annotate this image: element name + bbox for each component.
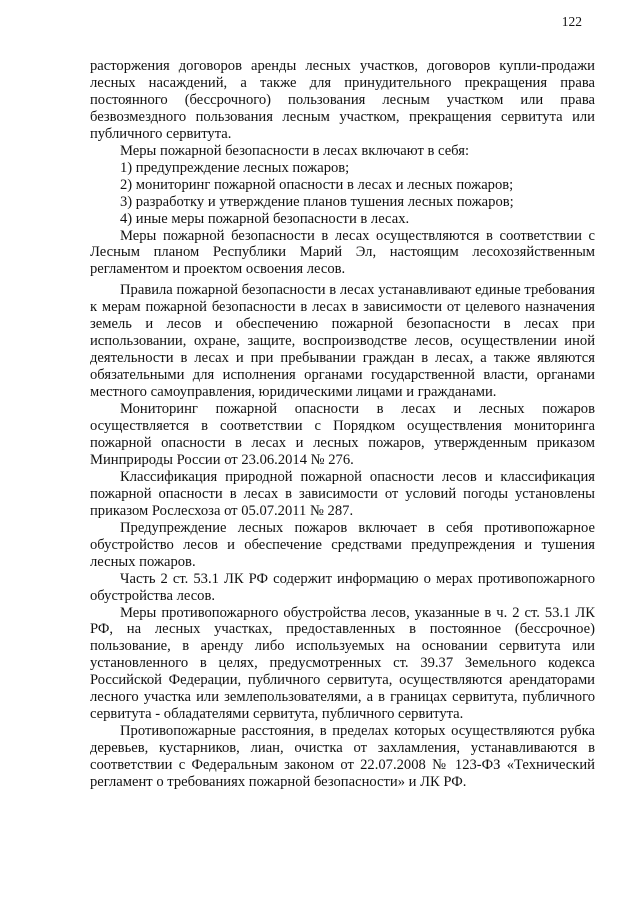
paragraph-monitoring: Мониторинг пожарной опасности в лесах и лесных пожаров осуществляется в соответствии с Порядком осуществления мониторинга пожарной опасности в лесах и лесных пожаров, утвержденным приказом Минприроды России от 23.06.2014 № 276. <box>90 401 595 468</box>
paragraph-prevention: Предупреждение лесных пожаров включает в себя противопожарное обустройство лесов и обеспечение средствами предупреждения и тушения лесных пожаров. <box>90 519 595 570</box>
paragraph-fire-distances: Противопожарные расстояния, в пределах которых осуществляются рубка деревьев, кустарников, лиан, очистка от захламления, устанавливаются в соответствии с Федеральным законом от 22.07.2008 № 123-ФЗ «Технический регламент о требованиях пожарной безопасности» и ЛК РФ. <box>90 723 595 791</box>
list-item-2: 2) мониторинг пожарной опасности в лесах и лесных пожаров; <box>120 176 514 193</box>
list-item-3: 3) разработку и утверждение планов тушения лесных пожаров; <box>120 193 514 210</box>
document-body <box>90 58 595 791</box>
list-item-4: 4) иные меры пожарной безопасности в лесах. <box>120 210 410 227</box>
page-number: 122 <box>561 14 582 29</box>
paragraph-measures-intro: Меры пожарной безопасности в лесах включают в себя: <box>120 142 469 159</box>
paragraph-fire-rules: Правила пожарной безопасности в лесах устанавливают единые требования к мерам пожарной безопасности в лесах в зависимости от целевого назначения земель и лесов и обеспечению пожарной безопасности в лесах при использовании, охране, защите, воспроизводстве лесов, осуществлении иной деятельности в лесах и при пребывании граждан в лесах, а также являются обязательными для исполнения органами государственной власти, органами местного самоуправления, юридическими лицами и гражданами. <box>90 282 595 401</box>
paragraph-continuation: расторжения договоров аренды лесных участков, договоров купли-продажи лесных насаждений, а также для принудительного прекращения права постоянного (бессрочного) пользования лесным участком или права безвозмездного пользования лесным участком, прекращения сервитута или публичного сервитута. <box>90 58 595 142</box>
paragraph-classification: Классификация природной пожарной опасности лесов и классификация пожарной опасности в лесах в зависимости от условий погоды установлены приказом Рослесхоза от 05.07.2011 № 287. <box>90 468 595 519</box>
paragraph-measures-compliance: Меры пожарной безопасности в лесах осуществляются в соответствии с Лесным планом Республики Марий Эл, настоящим лесохозяйственным регламентом и проектом освоения лесов. <box>90 227 595 278</box>
paragraph-fire-arrangement: Меры противопожарного обустройства лесов, указанные в ч. 2 ст. 53.1 ЛК РФ, на лесных участках, предоставленных в постоянное (бессрочное) пользование, в аренду либо используемых на основании сервитута или установленного в целях, предусмотренных ст. 39.37 Земельного кодекса Российской Федерации, публичного сервитута, осуществляются арендаторами лесного участка или землепользователями, а в границах сервитута, публичного сервитута - обладателями сервитута, публичного сервитута. <box>90 604 595 723</box>
list-item-1: 1) предупреждение лесных пожаров; <box>120 159 350 176</box>
paragraph-article-reference: Часть 2 ст. 53.1 ЛК РФ содержит информацию о мерах противопожарного обустройства лесов. <box>90 570 595 604</box>
